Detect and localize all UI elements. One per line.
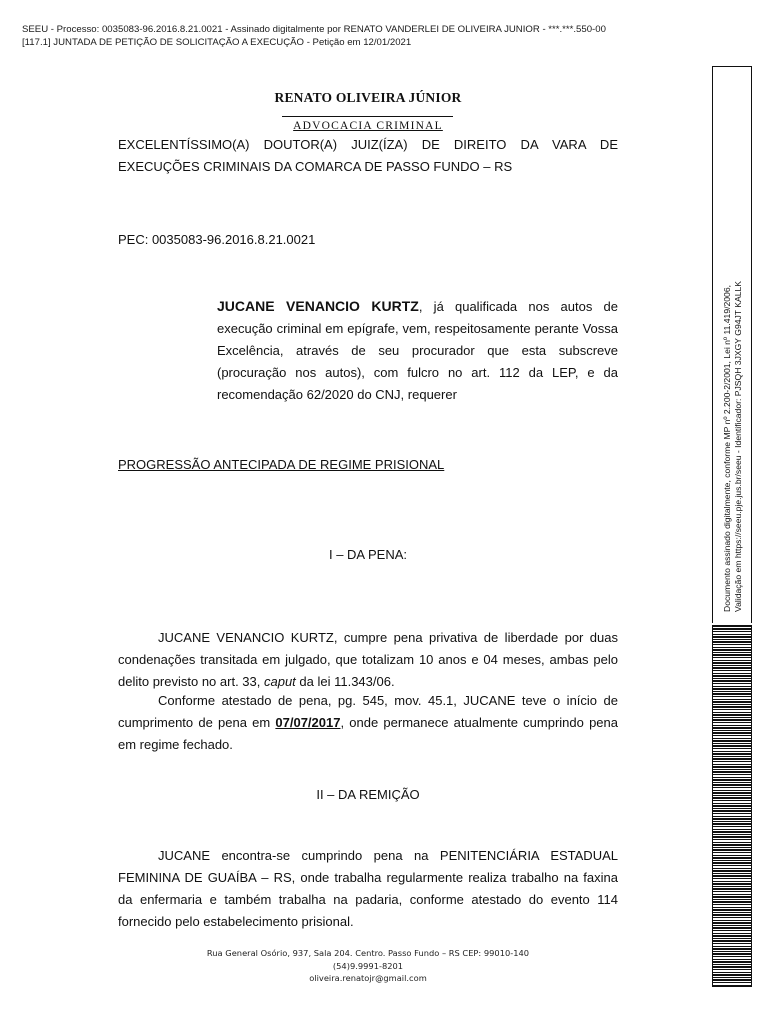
s1p1-text-b: da lei 11.343/06. <box>295 674 395 689</box>
request-title: PROGRESSÃO ANTECIPADA DE REGIME PRISIONAL <box>118 457 445 472</box>
addressee <box>118 134 618 178</box>
side-stamp-line-1: Documento assinado digitalmente, conforme MP nº 2.200-2/2001, Lei nº 11.419/2006, <box>722 284 732 612</box>
section-1-paragraph-2 <box>118 690 618 756</box>
section-1-heading: I – DA PENA: <box>328 547 408 562</box>
party-name: JUCANE VENANCIO KURTZ <box>217 298 419 314</box>
s2p1-text: JUCANE encontra-se cumprindo pena na PENITENCIÁRIA ESTADUAL FEMININA DE GUAÍBA – RS, onde trabalha regularmente realiza trabalho na faxina da enfermaria e também trabalha na padaria, conforme atestado do evento 114 fornecido pelo estabelecimento prisional. <box>118 848 618 929</box>
footer-phone: (54)9.9991-8201 <box>332 960 404 971</box>
side-stamp-line-2: Validação em https://seeu.pje.jus.br/seeu - Identificador: PJSQH 3JXGY G94JT KALLK <box>733 280 743 612</box>
footer-address: Rua General Osório, 937, Sala 204. Centro. Passo Fundo – RS CEP: 99010-140 <box>206 948 530 958</box>
addressee-line-2: EXECUÇÕES CRIMINAIS DA COMARCA DE PASSO FUNDO – RS <box>118 159 513 174</box>
intro-paragraph <box>217 295 618 406</box>
section-2-heading: II – DA REMIÇÃO <box>316 787 420 802</box>
pec-number: PEC: 0035083-96.2016.8.21.0021 <box>118 232 316 247</box>
section-1-paragraph-1 <box>118 627 618 693</box>
header-line-1: SEEU - Processo: 0035083-96.2016.8.21.0021 - Assinado digitalmente por RENATO VANDERLEI DE OLIVEIRA JUNIOR - ***.***.550-00 <box>22 24 606 35</box>
letterhead-subtitle: ADVOCACIA CRIMINAL <box>293 120 443 132</box>
section-2-paragraph-1 <box>118 845 618 933</box>
footer <box>118 947 618 985</box>
footer-email: oliveira.renatojr@gmail.com <box>309 973 427 983</box>
letterhead-rule <box>282 116 453 117</box>
s1p2-text-a: Conforme atestado de pena, pg. 545, mov. 45.1, JUCANE teve o início de cumprimento de pena em <box>118 693 618 730</box>
addressee-line-1: EXCELENTÍSSIMO(A) DOUTOR(A) JUIZ(ÍZA) DE DIREITO DA VARA DE <box>118 137 618 152</box>
header-line-2: [117.1] JUNTADA DE PETIÇÃO DE SOLICITAÇÃO A EXECUÇÃO - Petição em 12/01/2021 <box>22 37 412 48</box>
barcode-icon <box>712 625 752 987</box>
side-stamp-text <box>722 52 744 612</box>
s1p1-italic: caput <box>263 674 296 689</box>
s1p1-text-a: JUCANE VENANCIO KURTZ, cumpre pena privativa de liberdade por duas condenações transitada em julgado, que totalizam 10 anos e 04 meses, ambas pelo delito previsto no art. 33, <box>118 630 618 689</box>
s1p2-text-b: , onde permanece atualmente cumprindo pena em regime fechado. <box>118 715 618 752</box>
s1p2-date: 07/07/2017 <box>275 715 341 730</box>
letterhead-name: RENATO OLIVEIRA JÚNIOR <box>274 90 462 105</box>
intro-text: , já qualificada nos autos de execução criminal em epígrafe, vem, respeitosamente perante Vossa Excelência, através de seu procurador que esta subscreve (procuração nos autos), com fulcro no art. 112 da LEP, e da recomendação 62/2020 do CNJ, requerer <box>217 299 618 402</box>
